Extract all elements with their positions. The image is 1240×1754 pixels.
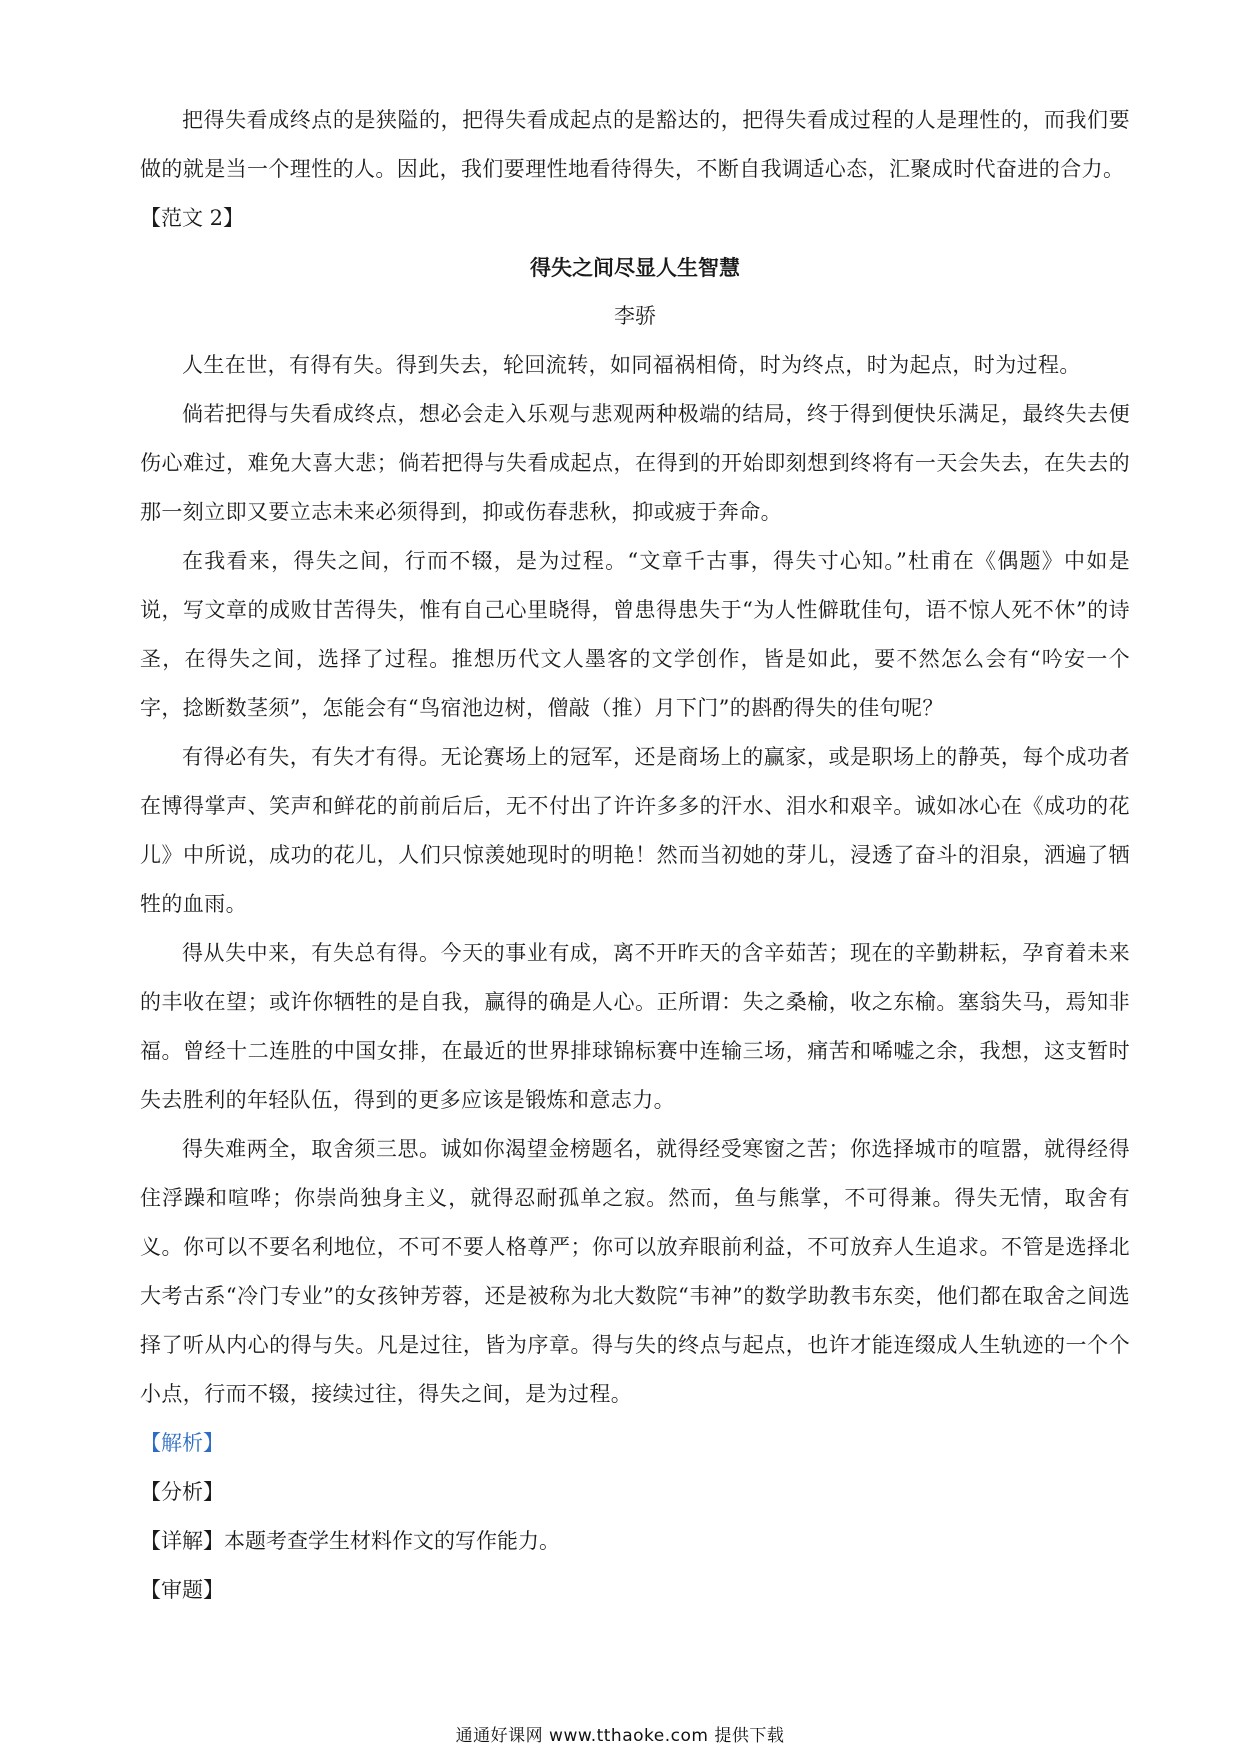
sample-label: 【范文 2】 — [140, 206, 245, 230]
detail-line: 【详解】本题考查学生材料作文的写作能力。 — [140, 1529, 560, 1553]
intro-paragraph: 把得失看成终点的是狭隘的，把得失看成起点的是豁达的，把得失看成过程的人是理性的，而我们要做的就是当一个理性的人。因此，我们要理性地看待得失，不断自我调适心态，汇聚成时代奋进的合力。 — [140, 108, 1130, 181]
essay-paragraph: 得从失中来，有失总有得。今天的事业有成，离不开昨天的含辛茹苦；现在的辛勤耕耘，孕育着未来的丰收在望；或许你牺牲的是自我，赢得的确是人心。正所谓：失之桑榆，收之东榆。塞翁失马，焉知非福。曾经十二连胜的中国女排，在最近的世界排球锦标赛中连输三场，痛苦和唏嘘之余，我想，这支暂时失去胜利的年轻队伍，得到的更多应该是锻炼和意志力。 — [140, 941, 1130, 1112]
page-footer: 通通好课网 www.tthaoke.com 提供下载 — [455, 1726, 785, 1746]
essay-paragraph: 人生在世，有得有失。得到失去，轮回流转，如同福祸相倚，时为终点，时为起点，时为过程。 — [182, 353, 1081, 377]
essay-author: 李骄 — [614, 304, 656, 328]
essay-title: 得失之间尽显人生智慧 — [530, 255, 740, 280]
analysis-label: 【解析】 — [140, 1431, 224, 1455]
fenxi-label: 【分析】 — [140, 1480, 224, 1504]
document-body — [140, 96, 1130, 1615]
shenti-label: 【审题】 — [140, 1578, 224, 1602]
essay-paragraph: 得失难两全，取舍须三思。诚如你渴望金榜题名，就得经受寒窗之苦；你选择城市的喧嚣，就得经得住浮躁和喧哗；你崇尚独身主义，就得忍耐孤单之寂。然而，鱼与熊掌，不可得兼。得失无情，取舍有义。你可以不要名利地位，不可不要人格尊严；你可以放弃眼前利益，不可放弃人生追求。不管是选择北大考古系“冷门专业”的女孩钟芳蓉，还是被称为北大数院“韦神”的数学助教韦东奕，他们都在取舍之间选择了听从内心的得与失。凡是过往，皆为序章。得与失的终点与起点，也许才能连缀成人生轨迹的一个个小点，行而不辍，接续过往，得失之间，是为过程。 — [140, 1137, 1130, 1406]
essay-paragraph: 在我看来，得失之间，行而不辍，是为过程。“文章千古事，得失寸心知。”杜甫在《偶题》中如是说，写文章的成败甘苦得失，惟有自己心里晓得，曾患得患失于“为人性僻耽佳句，语不惊人死不休”的诗圣，在得失之间，选择了过程。推想历代文人墨客的文学创作，皆是如此，要不然怎么会有“吟安一个字，捻断数茎须”，怎能会有“鸟宿池边树，僧敲（推）月下门”的斟酌得失的佳句呢？ — [140, 549, 1130, 720]
essay-paragraph: 倘若把得与失看成终点，想必会走入乐观与悲观两种极端的结局，终于得到便快乐满足，最终失去便伤心难过，难免大喜大悲；倘若把得与失看成起点，在得到的开始即刻想到终将有一天会失去，在失去的那一刻立即又要立志未来必须得到，抑或伤春悲秋，抑或疲于奔命。 — [140, 402, 1130, 524]
essay-paragraph: 有得必有失，有失才有得。无论赛场上的冠军，还是商场上的赢家，或是职场上的静英，每个成功者在博得掌声、笑声和鲜花的前前后后，无不付出了许许多多的汗水、泪水和艰辛。诚如冰心在《成功的花儿》中所说，成功的花儿，人们只惊羡她现时的明艳！然而当初她的芽儿，浸透了奋斗的泪泉，洒遍了牺牲的血雨。 — [140, 745, 1130, 916]
